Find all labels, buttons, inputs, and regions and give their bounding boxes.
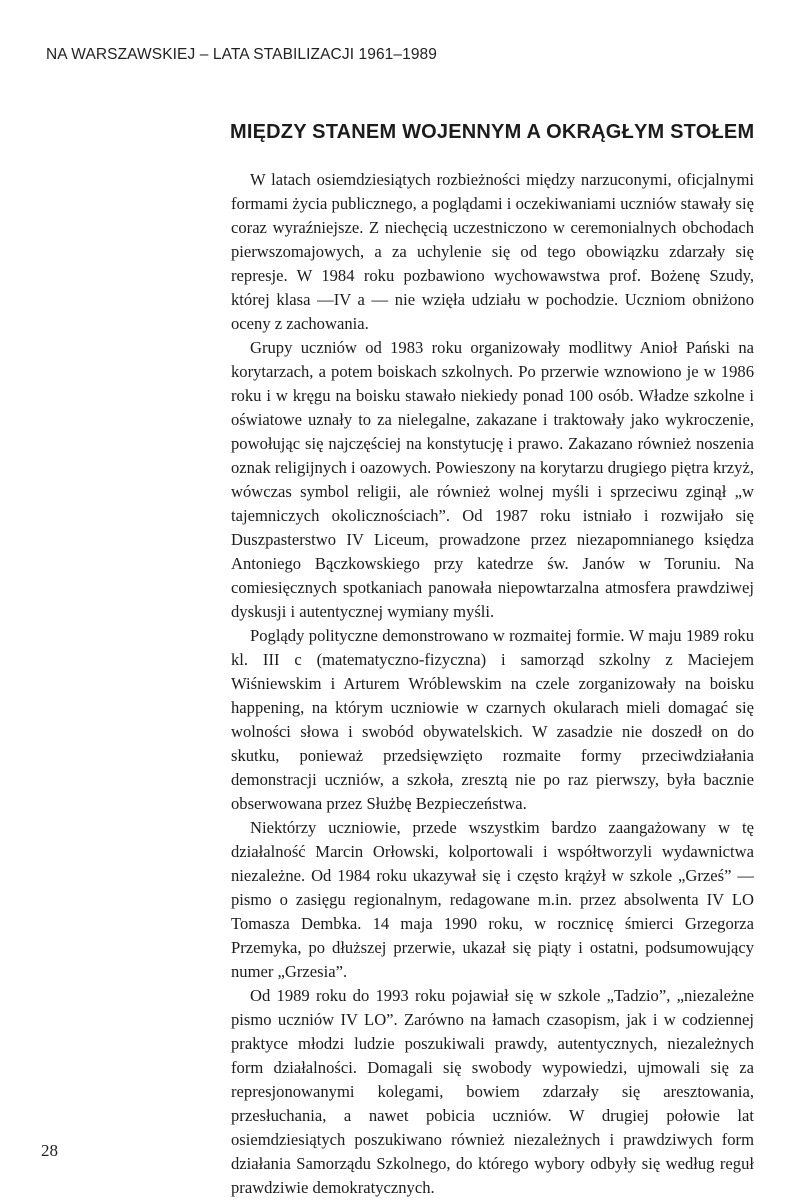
paragraph: Grupy uczniów od 1983 roku organizowały modlitwy Anioł Pański na korytarzach, a potem boiskach szkolnych. Po przerwie wznowiono je w 1986 roku i w kręgu na boisku stawało niekiedy ponad 100 osób. Władze szkolne i oświatowe uznały to za nielegalne, zakazane i traktowały jako wykroczenie, powołując się najczęściej na konstytucję i prawo. Zakazano również noszenia oznak religijnych i oazowych. Powieszony na korytarzu drugiego piętra krzyż, wówczas symbol religii, ale również wolnej myśli i sprzeciwu zginął „w tajemniczych okolicznościach”. Od 1987 roku istniało i rozwijało się Duszpasterstwo IV Liceum, prowadzone przez niezapomnianego księdza Antoniego Bączkowskiego przy katedrze św. Janów w Toruniu. Na comiesięcznych spotkaniach panowała niepowtarzalna atmosfera prawdziwej dyskusji i autentycznej wymiany myśli.	[231, 338, 754, 621]
paragraph: W latach osiemdziesiątych rozbieżności między narzuconymi, oficjalnymi formami życia publicznego, a poglądami i oczekiwaniami uczniów stawały się coraz wyraźniejsze. Z niechęcią uczestniczono w ceremonialnych obchodach pierwszomajowych, a za uchylenie się od tego obowiązku zdarzały się represje. W 1984 roku pozbawiono wychowawstwa prof. Bożenę Szudy, której klasa —IV a — nie wzięła udziału w pochodzie. Uczniom obniżono oceny z zachowania.	[231, 170, 754, 333]
paragraph: Od 1989 roku do 1993 roku pojawiał się w szkole „Tadzio”, „niezależne pismo uczniów IV LO”. Zarówno na łamach czasopism, jak i w codziennej praktyce młodzi ludzie poszukiwali prawdy, autentycznych, niezależnych form działalności. Domagali się swobody wypowiedzi, ujmowali się za represjonowanymi kolegami, bowiem zdarzały się aresztowania, przesłuchania, a nawet pobicia uczniów. W drugiej połowie lat osiemdziesiątych poszukiwano również niezależnych i prawdziwych form działania Samorządu Szkolnego, do którego wybory odbyły się według reguł prawdziwie demokratycznych.	[231, 986, 754, 1197]
article-body	[231, 168, 754, 1200]
paragraph: Niektórzy uczniowie, przede wszystkim bardzo zaangażowany w tę działalność Marcin Orłowski, kolportowali i współtworzyli wydawnictwa niezależne. Od 1984 roku ukazywał się i często krążył w szkole „Grześ” — pismo o zasięgu regionalnym, redagowane m.in. przez absolwenta IV LO Tomasza Dembka. 14 maja 1990 roku, w rocznicę śmierci Grzegorza Przemyka, po dłuższej przerwie, ukazał się piąty i ostatni, podsumowujący numer „Grzesia”.	[231, 818, 754, 981]
paragraph: Poglądy polityczne demonstrowano w rozmaitej formie. W maju 1989 roku kl. III c (matematyczno-fizyczna) i samorząd szkolny z Maciejem Wiśniewskim i Arturem Wróblewskim na czele zorganizowały na boisku happening, na którym uczniowie w czarnych okularach mieli domagać się wolności słowa i swobód obywatelskich. W zasadzie nie doszedł on do skutku, ponieważ przedsięwzięto rozmaite formy przeciwdziałania demonstracji uczniów, a szkoła, zresztą nie po raz pierwszy, była bacznie obserwowana przez Służbę Bezpieczeństwa.	[231, 626, 754, 813]
page-number: 28	[41, 1141, 58, 1160]
running-header: NA WARSZAWSKIEJ – LATA STABILIZACJI 1961–1989	[46, 46, 438, 63]
section-title: MIĘDZY STANEM WOJENNYM A OKRĄGŁYM STOŁEM	[230, 121, 755, 143]
